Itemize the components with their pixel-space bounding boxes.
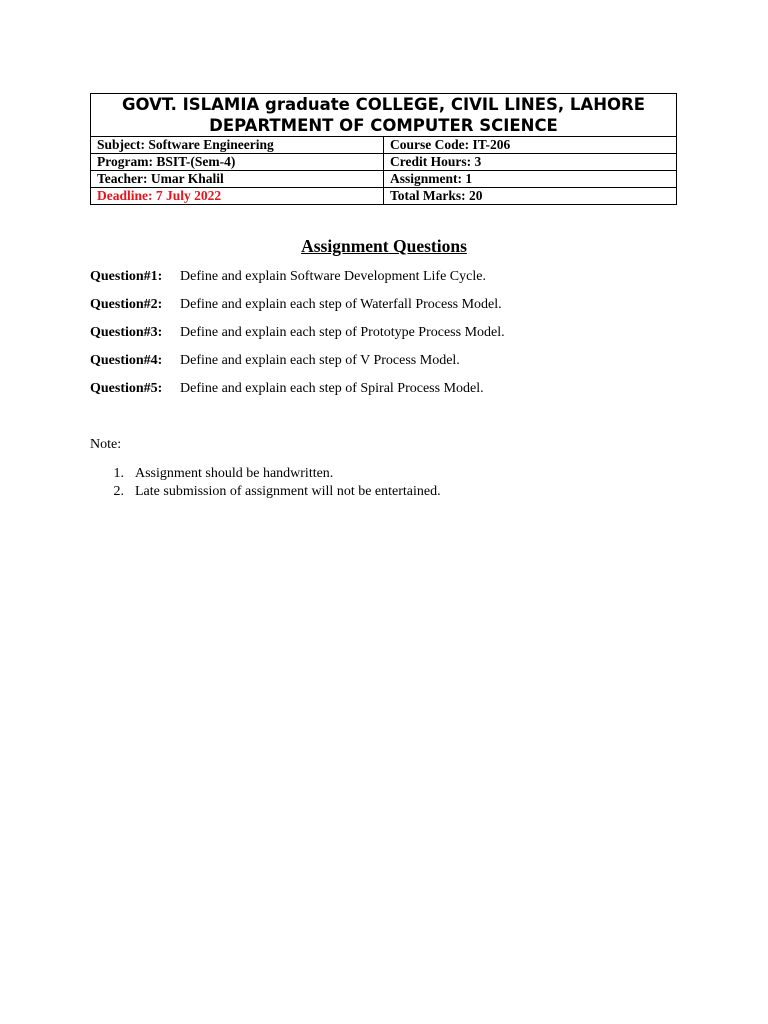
question-item bbox=[90, 268, 690, 296]
question-label: Question#2: bbox=[90, 297, 163, 312]
question-label: Question#5: bbox=[90, 381, 163, 396]
teacher-cell: Teacher: Umar Khalil bbox=[91, 171, 384, 188]
question-item bbox=[90, 380, 690, 408]
question-label: Question#3: bbox=[90, 325, 163, 340]
question-item bbox=[90, 324, 690, 352]
question-item bbox=[90, 352, 690, 380]
question-text: Define and explain each step of V Process Model. bbox=[180, 353, 460, 368]
question-text: Define and explain each step of Waterfall Process Model. bbox=[180, 297, 502, 312]
note-list bbox=[90, 465, 690, 501]
question-label: Question#1: bbox=[90, 269, 163, 284]
note-item bbox=[90, 483, 690, 501]
total-marks-cell: Total Marks: 20 bbox=[384, 188, 677, 205]
note-item-number: 2. bbox=[113, 484, 124, 499]
question-list bbox=[90, 268, 690, 408]
header-title-cell bbox=[91, 94, 677, 137]
question-item bbox=[90, 296, 690, 324]
subject-cell: Subject: Software Engineering bbox=[91, 137, 384, 154]
department-name: DEPARTMENT OF COMPUTER SCIENCE bbox=[209, 116, 558, 135]
note-item bbox=[90, 465, 690, 483]
institution-name: GOVT. ISLAMIA graduate COLLEGE, CIVIL LINES, LAHORE bbox=[121, 95, 646, 114]
program-cell: Program: BSIT-(Sem-4) bbox=[91, 154, 384, 171]
course-code-cell: Course Code: IT-206 bbox=[384, 137, 677, 154]
question-label: Question#4: bbox=[90, 353, 163, 368]
deadline-cell: Deadline: 7 July 2022 bbox=[91, 188, 384, 205]
section-title: Assignment Questions bbox=[301, 236, 467, 256]
note-item-text: Late submission of assignment will not be entertained. bbox=[135, 484, 441, 499]
question-text: Define and explain each step of Spiral Process Model. bbox=[180, 381, 484, 396]
question-text: Define and explain each step of Prototype Process Model. bbox=[180, 325, 505, 340]
question-text: Define and explain Software Development Life Cycle. bbox=[180, 269, 486, 284]
note-label: Note: bbox=[90, 437, 122, 452]
note-item-text: Assignment should be handwritten. bbox=[135, 466, 334, 481]
note-item-number: 1. bbox=[113, 466, 124, 481]
credit-hours-cell: Credit Hours: 3 bbox=[384, 154, 677, 171]
header-table bbox=[90, 93, 677, 205]
assignment-number-cell: Assignment: 1 bbox=[384, 171, 677, 188]
